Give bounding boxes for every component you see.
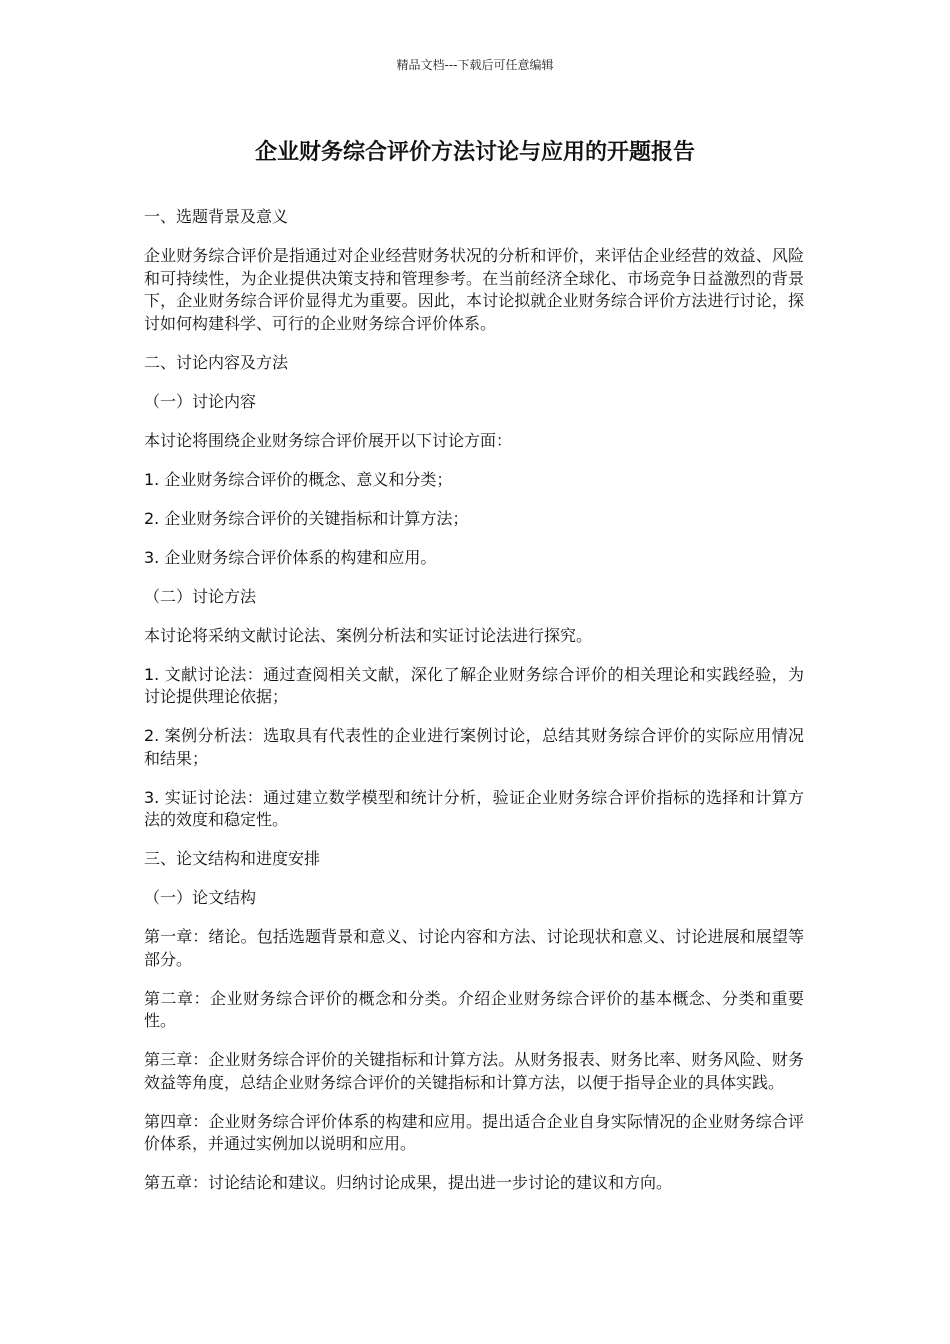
subsection-heading-structure: （一）论文结构 [144,888,257,907]
section-heading-background: 一、选题背景及意义 [144,207,289,226]
list-item-content-3: 3. 企业财务综合评价体系的构建和应用。 [144,547,437,567]
list-item-method-1: 1. 文献讨论法：通过查阅相关文献，深化了解企业财务综合评价的相关理论和实践经验，为讨论提供理论依据； [144,664,804,706]
chapter-2: 第二章：企业财务综合评价的概念和分类。介绍企业财务综合评价的基本概念、分类和重要性。 [144,988,804,1030]
paragraph-background: 企业财务综合评价是指通过对企业经营财务状况的分析和评价，来评估企业经营的效益、风险和可持续性，为企业提供决策支持和管理参考。在当前经济全球化、市场竞争日益激烈的背景下，企业财务综合评价显得尤为重要。因此，本讨论拟就企业财务综合评价方法进行讨论，探讨如何构建科学、可行的企业财务综合评价体系。 [144,246,804,333]
chapter-4: 第四章：企业财务综合评价体系的构建和应用。提出适合企业自身实际情况的企业财务综合评价体系，并通过实例加以说明和应用。 [144,1111,804,1153]
paragraph-methods-intro: 本讨论将采纳文献讨论法、案例分析法和实证讨论法进行探究。 [144,625,593,645]
list-item-method-3: 3. 实证讨论法：通过建立数学模型和统计分析，验证企业财务综合评价指标的选择和计算方法的效度和稳定性。 [144,787,804,829]
list-item-method-2: 2. 案例分析法：选取具有代表性的企业进行案例讨论，总结其财务综合评价的实际应用情况和结果； [144,726,804,768]
subsection-heading-content: （一）讨论内容 [144,391,257,411]
chapter-5: 第五章：讨论结论和建议。归纳讨论成果，提出进一步讨论的建议和方向。 [144,1173,673,1192]
section-heading-structure: 三、论文结构和进度安排 [144,849,321,868]
document-title: 企业财务综合评价方法讨论与应用的开题报告 [254,140,695,165]
document-body [144,206,804,1211]
list-item-content-2: 2. 企业财务综合评价的关键指标和计算方法； [144,508,469,528]
page-header: 精品文档---下载后可任意编辑 [396,58,554,72]
chapter-1: 第一章：绪论。包括选题背景和意义、讨论内容和方法、讨论现状和意义、讨论进展和展望等部分。 [144,927,804,969]
list-item-content-1: 1. 企业财务综合评价的概念、意义和分类； [144,469,453,489]
paragraph-content-intro: 本讨论将围绕企业财务综合评价展开以下讨论方面： [144,430,513,450]
chapter-3: 第三章：企业财务综合评价的关键指标和计算方法。从财务报表、财务比率、财务风险、财务效益等角度，总结企业财务综合评价的关键指标和计算方法，以便于指导企业的具体实践。 [144,1050,804,1092]
section-heading-content-methods: 二、讨论内容及方法 [144,352,289,372]
subsection-heading-methods: （二）讨论方法 [144,586,257,606]
